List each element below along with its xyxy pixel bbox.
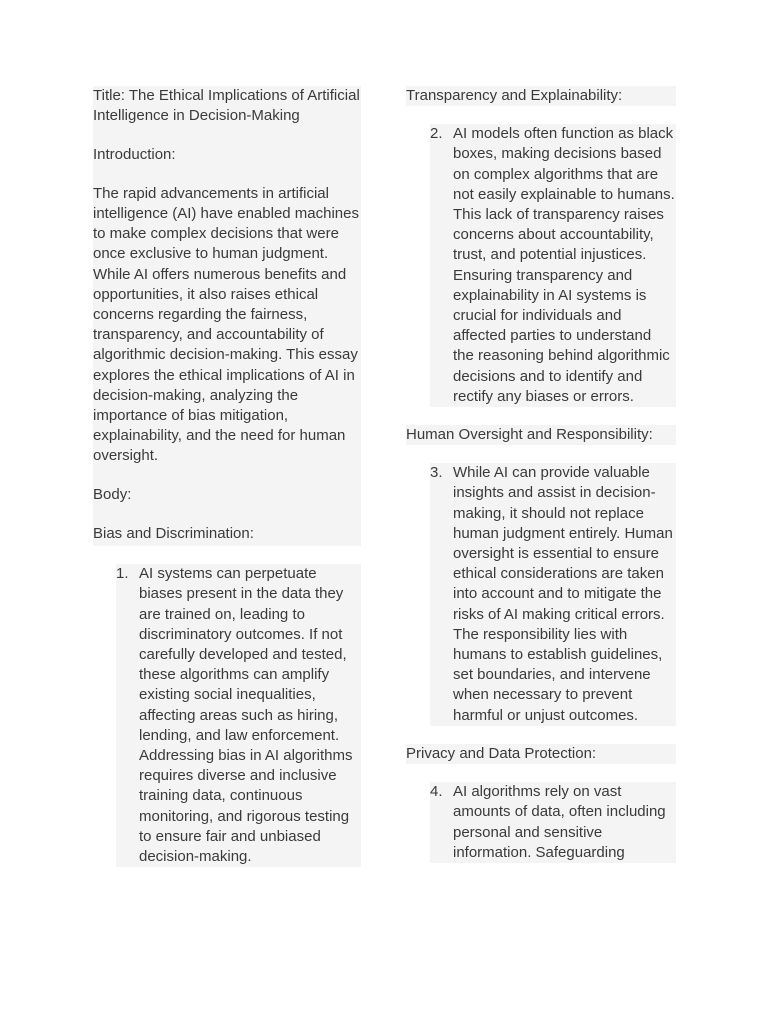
right-column [406,86,676,863]
spacer [93,505,361,524]
list-number: 1. [116,565,129,583]
section-list-transparency [430,124,676,407]
spacer [93,126,361,145]
list-item [430,463,676,726]
spacer [406,106,676,124]
list-item-text: While AI can provide valuable insights and assist in decision-making, it should not replace human judgment entirely. Human oversight is essential to ensure ethical considerations are taken into account and to mitigate the risks of AI making critical errors. The responsibility lies with humans to establish guidelines, set boundaries, and intervene when necessary to prevent harmful or unjust outcomes. [453,464,673,724]
spacer [93,165,361,184]
spacer [406,726,676,744]
intro-block [93,86,361,546]
document-title: Title: The Ethical Implications of Artificial Intelligence in Decision-Making [93,87,360,125]
section-heading-privacy [406,744,676,764]
spacer [93,546,361,564]
list-number: 3. [430,464,443,482]
list-item-text: AI models often function as black boxes, making decisions based on complex algorithms that are not easily explainable to humans. This lack of transparency raises concerns about accountability, trust, and potential injustices. Ensuring transparency and explainability in AI systems is crucial for individuals and affected parties to understand the reasoning behind algorithmic decisions and to identify and rectify any biases or errors. [453,125,675,405]
introduction-text: The rapid advancements in artificial intelligence (AI) have enabled machines to make complex decisions that were once exclusive to human judgment. While AI offers numerous benefits and opportunities, it also raises ethical concerns regarding the fairness, transparency, and accountability of algorithmic decision-making. This essay explores the ethical implications of AI in decision-making, analyzing the importance of bias mitigation, explainability, and the need for human oversight. [93,184,359,465]
list-item [116,564,361,867]
section-heading-text: Privacy and Data Protection: [406,744,597,762]
section-heading-oversight [406,425,676,445]
list-item [430,782,676,863]
body-heading: Body: [93,486,132,504]
section-list-privacy [430,782,676,863]
section-heading-transparency [406,86,676,106]
spacer [406,407,676,425]
spacer [406,764,676,782]
list-number: 2. [430,125,443,143]
section-list-bias [116,564,361,867]
section-list-oversight [430,463,676,726]
left-column [93,86,361,867]
introduction-heading: Introduction: [93,146,176,163]
section-heading-text: Transparency and Explainability: [406,87,623,104]
list-item-text: AI algorithms rely on vast amounts of data, often including personal and sensitive information. Safeguarding [453,783,666,861]
spacer [93,467,361,486]
list-item-text: AI systems can perpetuate biases present in the data they are trained on, leading to discriminatory outcomes. If not carefully developed and tested, these algorithms can amplify existing social inequalities, affecting areas such as hiring, lending, and law enforcement. Addressing bias in AI algorithms requires diverse and inclusive training data, continuous monitoring, and rigorous testing to ensure fair and unbiased decision-making. [139,565,353,866]
spacer [406,445,676,463]
section-heading-bias: Bias and Discrimination: [93,525,254,543]
list-number: 4. [430,783,443,801]
section-heading-text: Human Oversight and Responsibility: [406,426,653,444]
list-item [430,124,676,407]
